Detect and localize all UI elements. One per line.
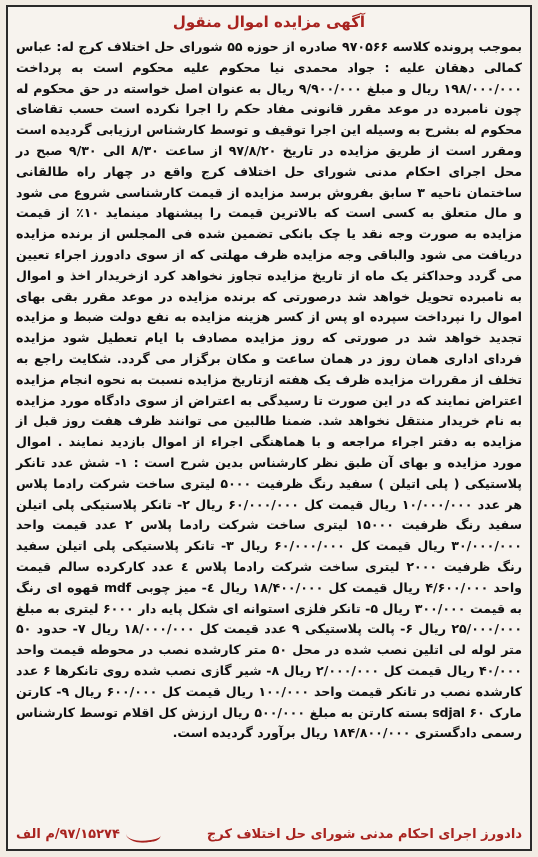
notice-paragraph: بموجب پرونده کلاسه ۹۷۰۵۶۶ صادره از حوزه ۵۵ شورای حل اختلاف کرج له: عباس کمالی دهقان علیه : جواد محمدی نیا محکوم علیه محکوم است به پرداخت ۱۹۸/۰۰۰/۰۰۰ ریال و مبلغ ۹/۹۰۰/۰۰۰ ریال به عنوان اصل خواسته در حق محکوم له چون نامبرده در موعد مقرر قانونی مفاد حکم را اجرا نکرده است حسب تقاضای محکوم له بشرح به وسیله این اجرا توقیف و توسط کارشناس ارزیابی گردیده است ومقرر است از طریق مزایده در تاریخ ۹۷/۸/۲۰ از ساعت ۸/۳۰ الی ۹/۳۰ صبح در محل اجرای احکام مدنی شورای حل اختلاف کرج واقع در چهار راه طالقانی ساختمان ناحیه ۳ سابق بفروش برسد مزایده از قیمت کارشناسی شروع می شود و مال متعلق به کسی است که بالاترین قیمت را پیشنهاد مینماید ۱۰٪ از قیمت مزایده به صورت وجه نقد یا چک بانکی تضمین شده فی المجلس از برنده مزایده دریافت می شود والباقی وجه مزایده ظرف مهلتی که از سوی دادورز اجراء تعیین می گردد وحداکثر یک ماه از تاریخ مزایده تجاوز نخواهد کرد ازخریدار اخذ و اموال به نامبرده تحویل خواهد شد درصورتی که برنده مزایده در موعد مقرر بقی بهای اموال را نپرداخت سپرده او پس از کسر هزینه مزایده به نفع دولت ضبط و مزایده تجدید خواهد شد در صورتی که روز مزایده مصادف با ایام تعطیل شود مزایده فردای اداری همان روز در همان ساعت و مکان برگزار می گردد. شکایت راجع به تخلف از مقررات مزایده ظرف یک هفته ازتاریخ مزایده نسبت به نحوه انجام مزایده اعتراض نمایند که در این صورت تا رسیدگی به اعتراض از سوی دادگاه مورد مزایده به نام خریدار منتقل نخواهد شد. ضمنا طالبین می توانند ظرف هفت روز قبل از مزایده به دفتر اجراء مراجعه و با هماهنگی اجراء از اموال بازدید نمایند . اموال مورد مزایده و بهای آن طبق نظر کارشناس بدین شرح است : ۱- شش عدد تانکر پلاستیکی ( پلی اتیلن ) سفید رنگ ظرفیت ۵۰۰۰ لیتری ساخت شرکت رادما پلاس هر عدد ۱۰/۰۰۰/۰۰۰ ریال قیمت کل ۶۰/۰۰۰/۰۰۰ ریال ۲- تانکر پلاستیکی پلی اتیلن سفید رنگ ظرفیت ۱۵۰۰۰ لیتری ساخت شرکت رادما پلاس ۲ عدد قیمت واحد ۳۰/۰۰۰/۰۰۰ ریال قیمت کل ۶۰/۰۰۰/۰۰۰ ریال ۳- تانکر پلاستیکی پلی اتیلن سفید رنگ ظرفیت ۲۰۰۰ لیتری ساخت شرکت رادما پلاس ٤ عدد کارکرده سالم قیمت واحد ۴/۶۰۰/۰۰۰ ریال قیمت کل ۱۸/۴۰۰/۰۰۰ ریال ٤- میز چوبی mdf قهوه ای رنگ به قیمت ۳۰۰/۰۰۰ ریال ۵- تانکر فلزی استوانه ای شکل پایه دار ۶۰۰۰ لیتری به مبلغ ۲۵/۰۰۰/۰۰۰ ریال ۶- پالت پلاستیکی ۹ عدد قیمت کل ۱۸/۰۰۰/۰۰۰ ریال ۷- حدود ۵۰ متر لوله لی اتلین نصب شده در محل ۵۰ متر کارشده نصب در محوطه قیمت واحد ۴۰/۰۰۰ ریال قیمت کل ۲/۰۰۰/۰۰۰ ریال ۸- شیر گازی نصب شده روی تانکرها ۶ عدد کارشده نصب در تانکر قیمت واحد ۱۰۰/۰۰۰ ریال قیمت کل ۶۰۰/۰۰۰ ریال ۹- کارتن مارک ۶۰ sdjal بسته کارتن به مبلغ ۵۰۰/۰۰۰ ریال ارزش کل اقلام توسط کارشناس رسمی دادگستری ۱۸۴/۸۰۰/۰۰۰ ریال برآورد گردیده است.: [16, 39, 523, 741]
reference-code-text: ۹۷/۱۵۲۷۴/م الف: [16, 826, 120, 842]
signature-line: دادورز اجرای احکام مدنی شورای حل اختلاف کرج: [206, 826, 522, 842]
notice-body: [8, 37, 530, 744]
title-bar: [8, 7, 530, 37]
reference-code: [16, 825, 160, 843]
notice-title: آگهی مزایده اموال منقول: [172, 13, 366, 31]
notice-footer: [16, 825, 522, 843]
auction-notice: [6, 5, 532, 851]
signature-scribble-icon: [125, 823, 161, 846]
